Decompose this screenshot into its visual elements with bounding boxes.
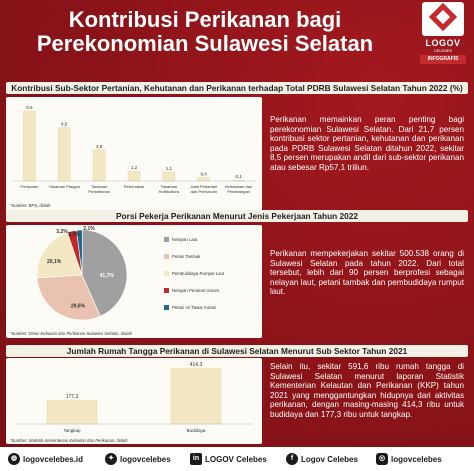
twitter-icon: ✦ [105,453,117,465]
globe-icon: ◍ [8,453,20,465]
legend-label-2: Pembudidaya Rumput Laut [172,271,225,276]
legend-label-0: Nelayan Laut [172,237,198,242]
category-label-4-1: Hortikultura [158,189,180,194]
bar-5 [198,178,210,181]
category-label-0-0: Perikanan [20,184,39,189]
category-label-2-1: Perkebunan [88,189,110,194]
section3-source: *Sumber: Statistik Kementerian Kelautan dan Perikanan, diolah [10,438,128,443]
page-title: Kontribusi Perikanan bagi Perekonomian Sulawesi Selatan [36,7,374,56]
linkedin-icon: in [190,453,202,465]
section3-description: Selain itu, sekitar 591,6 ribu rumah tangga di Sulawesi Selatan menurut laporan Statistik Kementerian Kelautan dan Perikanan (KKP) tahun 2021 yang menggantungkan hidupnya dari aktivitas perikanan, dengan masing-masing 414,3 ribu untuk budidaya dan 177,3 ribu untuk tangkap. [270,362,464,419]
legend-swatch-0 [164,237,169,242]
category-label-1: Budidaya [186,428,206,433]
legend-label-3: Nelayan Perairan Umum [172,288,220,293]
legend-label-1: Petani Tambak [172,254,201,259]
section2-title: Porsi Pekerja Perikanan Menurut Jenis Pekerjaan Tahun 2022 [6,210,468,222]
section2-chart-panel [6,225,262,338]
section1-source: *Sumber: BPS, diolah [10,203,51,208]
logo [418,2,468,64]
section1-description: Perikanan memainkan peran penting bagi perekonomian Sulawesi Selatan. Dari 21,7 persen kontribusi sektor pertanian, kehutanan dan perikanan pada PDRB Sulawesi Selatan ditahun 2022, sekitar 8,5 persen merupakan andil dari sub-sektor perikanan atau sebesar Rp57,1 triliun. [270,115,464,172]
category-label-5-1: dan Perburuan [190,189,217,194]
footer-twitter-label: logovcelebes [120,454,171,464]
footer-website[interactable] [8,452,83,466]
bar-value-label-0: 8,5 [26,105,33,111]
section2-description: Perikanan mempekerjakan sekitar 500.538 orang di Sulawesi Selatan pada tahun 2022. Dari total tersebut, lebih dari 90 persen berprofesi sebagai nelayan laut, petani tambak dan pembudidaya rumput laut. [270,249,464,297]
footer-facebook-label: Logov Celebes [301,454,358,464]
bar-value-label-3: 1,2 [130,165,138,171]
worker-pie-chart [6,225,262,333]
footer-linkedin-label: LOGOV Celebes [205,454,267,464]
pie-value-label-0: 41,7% [99,273,114,279]
legend-swatch-2 [164,271,169,276]
instagram-icon: ◎ [376,453,388,465]
bar-value-label-6: 0,1 [235,174,242,180]
bar-value-label-0: 177,3 [65,394,79,401]
footer-instagram[interactable] [376,452,442,466]
category-label-5-0: Jasa Pertanian [190,184,218,189]
bar-0 [47,400,97,424]
category-label-3-0: Peternakan [123,184,145,189]
section3-title: Jumlah Rumah Tangga Perikanan di Sulawesi Selatan Menurut Sub Sektor Tahun 2021 [6,345,468,357]
household-bar-chart [6,358,262,438]
logo-badge [422,2,464,36]
footer [0,447,474,471]
section2-source: *Sumber: Dinas Kelautan dan Perikanan Sulawesi Selatan, diolah [10,331,132,336]
section1-title: Kontribusi Sub-Sektor Pertanian, Kehutanan dan Perikanan terhadap Total PDRB Sulawesi Selatan Tahun 2022 (%) [6,82,468,94]
legend-swatch-4 [164,305,169,310]
legend-swatch-1 [164,254,169,259]
facebook-icon: f [286,453,298,465]
pie-value-label-4: 2,1% [83,226,95,232]
bar-value-label-1: 6,5 [61,121,68,127]
pie-value-label-1: 29,6% [70,303,86,310]
footer-facebook[interactable] [286,452,358,466]
footer-twitter[interactable] [105,452,171,466]
legend-swatch-3 [164,288,169,293]
footer-instagram-label: logovcelebes [391,454,442,464]
category-label-6-0: Kehutanan dan [225,184,253,189]
pie-value-label-3: 3,2% [56,229,68,235]
bar-value-label-5: 0,4 [200,171,207,177]
section3-chart-panel [6,358,262,444]
logo-subtext: CELEBES [433,48,453,53]
subsector-bar-chart [6,97,262,205]
bar-value-label-2: 3,8 [96,143,103,149]
category-label-2-0: Tanaman [90,184,108,189]
category-label-0: Tangkap [63,428,81,433]
bar-3 [128,171,140,181]
legend-label-4: Petani Air Tawar Kolam [172,305,217,310]
logo-text: LOGOV [425,38,461,48]
section1-chart-panel [6,97,262,215]
bar-value-label-4: 1,1 [165,165,172,171]
bar-4 [163,172,175,181]
category-label-6-1: Penebangan [227,189,250,194]
footer-linkedin[interactable] [190,452,267,466]
bar-1 [171,368,221,424]
pie-value-label-2: 20,1% [47,259,62,265]
category-label-4-0: Tanaman [160,184,178,189]
bar-0 [23,111,35,181]
bar-1 [58,128,70,181]
bar-2 [93,150,105,181]
infografis-tag: INFOGRAFIS [420,55,466,64]
category-label-1-0: Tanaman Pangan [48,184,80,189]
footer-website-label: logovcelebes.id [23,454,84,464]
bar-value-label-1: 414,3 [189,362,203,369]
pie-extra-label-0: 3,3% [68,232,80,238]
